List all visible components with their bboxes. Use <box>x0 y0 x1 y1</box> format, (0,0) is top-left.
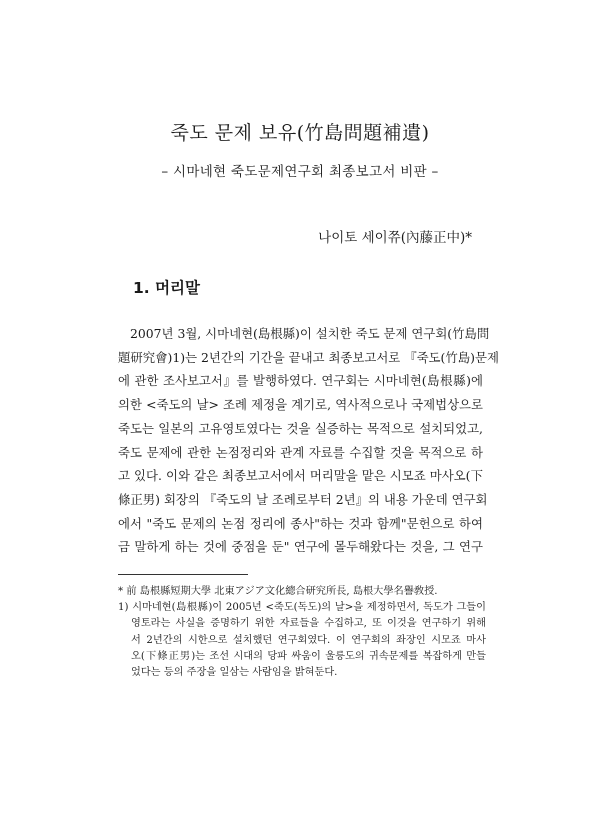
body-line: 죽도 문제에 관한 논점정리와 관계 자료를 수집할 것을 목적으로 하 <box>118 444 483 460</box>
author-name: 나이토 세이쮸(內藤正中)* <box>318 230 472 246</box>
body-text <box>118 322 499 559</box>
footnote-divider <box>118 574 248 575</box>
body-line: 죽도는 일본의 고유영토였다는 것을 실증하는 목적으로 설치되었고, <box>118 420 483 436</box>
body-line: 題研究會)1)는 2년간의 기간을 끝내고 최종보고서로 『죽도(竹島)문제 <box>118 349 499 365</box>
paper-title: 죽도 문제 보유(竹島問題補遺) <box>170 122 430 144</box>
body-line: 에 관한 조사보고서』를 발행하였다. 연구회는 시마네현(島根縣)에 <box>118 373 483 389</box>
section-heading-introduction: 1. 머리말 <box>133 279 200 297</box>
footnote-line: 었다는 등의 주장을 일삼는 사람임을 밝혀둔다. <box>131 667 338 679</box>
body-line: 條正男) 회장의 『죽도의 날 조례로부터 2년』의 내용 가운데 연구회 <box>118 491 488 507</box>
footnotes <box>118 584 486 681</box>
footnote-line: 서 2년간의 시한으로 설치했던 연구회였다. 이 연구회의 좌장인 시모죠 마사 <box>131 634 486 646</box>
body-line: 2007년 3월, 시마네현(島根縣)이 설치한 죽도 문제 연구회(竹島問 <box>130 326 490 341</box>
footnote-line: 1) 시마네현(島根縣)이 2005년 <죽도(독도)의 날>을 제정하면서, 독도가 그들이 <box>118 602 486 614</box>
body-line: 의한 <죽도의 날> 조례 제정을 계기로, 역사적으로나 국제법상으로 <box>118 397 483 413</box>
footnote-line: 영토라는 사실을 증명하기 위한 자료들을 수집하고, 또 이것을 연구하기 위해 <box>131 618 486 630</box>
body-line: 금 말하게 하는 것에 중점을 둔" 연구에 몰두해왔다는 것을, 그 연구 <box>118 539 483 555</box>
paper-subtitle: – 시마네현 죽도문제연구회 최종보고서 비판 – <box>161 164 439 180</box>
body-line: 에서 "죽도 문제의 논점 정리에 종사"하는 것과 함께"문헌으로 하여 <box>118 515 483 531</box>
body-line: 고 있다. 이와 같은 최종보고서에서 머리말을 맡은 시모죠 마사오(下 <box>118 468 483 484</box>
footnote-line: 오(下條正男)는 조선 시대의 당파 싸움이 울릉도의 귀속문제를 복잡하게 만들 <box>131 650 486 662</box>
footnote-author-affiliation: * 前 島根縣短期大學 北東アジア文化總合研究所長, 島根大學名譽敎授. <box>118 586 438 597</box>
